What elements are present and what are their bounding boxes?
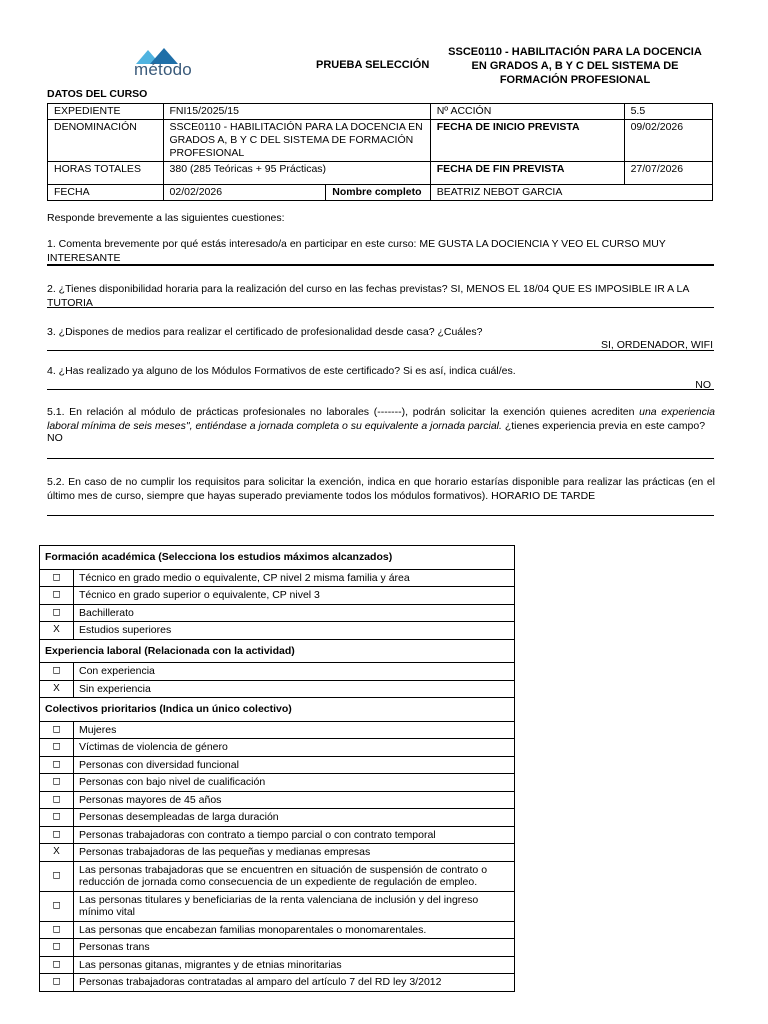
section-label-datos: DATOS DEL CURSO [47, 88, 148, 100]
table-row [40, 756, 515, 774]
table-row [40, 826, 515, 844]
answer-line [47, 515, 714, 516]
option-label: Personas trabajadoras contratadas al amparo del artículo 7 del RD ley 3/2012 [74, 974, 515, 992]
fin-value: 27/07/2026 [624, 162, 712, 185]
checkbox-checked[interactable]: X [40, 622, 74, 640]
table-row [40, 891, 515, 921]
option-label: Las personas que encabezan familias monoparentales o monomarentales. [74, 921, 515, 939]
checkbox[interactable]: ◻ [40, 604, 74, 622]
fecha-label: FECHA [48, 185, 164, 201]
answer-line [47, 458, 714, 459]
option-label: Estudios superiores [74, 622, 515, 640]
table-row [40, 974, 515, 992]
option-label: Sin experiencia [74, 680, 515, 698]
option-label: Personas con bajo nivel de cualificación [74, 774, 515, 792]
option-label: Bachillerato [74, 604, 515, 622]
horas-value: 380 (285 Teóricas + 95 Prácticas) [163, 162, 430, 185]
answer-line [47, 350, 714, 351]
table-row [40, 680, 515, 698]
table-row [40, 587, 515, 605]
checkbox[interactable]: ◻ [40, 791, 74, 809]
table-row [48, 120, 713, 162]
fin-label: FECHA DE FIN PREVISTA [430, 162, 624, 185]
option-label: Las personas trabajadoras que se encuentren en situación de suspensión de contrato o reducción de jornada como consecuencia de un expediente de regulación de empleo. [74, 861, 515, 891]
answer-line [47, 264, 714, 266]
option-label: Técnico en grado medio o equivalente, CP nivel 2 misma familia y área [74, 569, 515, 587]
answer-4: NO [695, 379, 711, 391]
course-title-line: SSCE0110 - HABILITACIÓN PARA LA DOCENCIA [448, 46, 702, 58]
option-label: Personas mayores de 45 años [74, 791, 515, 809]
checkbox[interactable]: ◻ [40, 774, 74, 792]
checkbox[interactable]: ◻ [40, 739, 74, 757]
checkbox[interactable]: ◻ [40, 663, 74, 681]
course-data-table [47, 103, 713, 201]
accion-label: Nº ACCIÓN [430, 104, 624, 120]
question-4: 4. ¿Has realizado ya alguno de los Módulos Formativos de este certificado? Si es así, indica cuál/es. [47, 365, 516, 377]
question-5-2: 5.2. En caso de no cumplir los requisitos para solicitar la exención, indica en que horario estarías disponible para realizar las prácticas (en el último mes de curso, siempre que hayas superado previamente todos los módulos formativos). HORARIO DE TARDE [47, 476, 715, 502]
checkbox[interactable]: ◻ [40, 809, 74, 827]
answer-line [47, 307, 714, 308]
table-row [40, 604, 515, 622]
checkbox[interactable]: ◻ [40, 721, 74, 739]
checkbox[interactable]: ◻ [40, 861, 74, 891]
table-row [40, 774, 515, 792]
section-title-formacion: Formación académica (Selecciona los estudios máximos alcanzados) [40, 546, 515, 570]
question-5-1-question: ¿tienes experiencia previa en este campo? [501, 419, 706, 432]
table-row [40, 939, 515, 957]
course-title-line: EN GRADOS A, B Y C DEL SISTEMA DE [471, 60, 679, 72]
denominacion-value: SSCE0110 - HABILITACIÓN PARA LA DOCENCIA EN GRADOS A, B Y C DEL SISTEMA DE FORMACIÓN PROFESIONAL [163, 120, 430, 162]
table-row [40, 956, 515, 974]
checkbox-checked[interactable]: X [40, 844, 74, 862]
checkbox[interactable]: ◻ [40, 587, 74, 605]
checkbox-checked[interactable]: X [40, 680, 74, 698]
expediente-label: EXPEDIENTE [48, 104, 164, 120]
question-1: 1. Comenta brevemente por qué estás interesado/a en participar en este curso: ME GUSTA LA DOCIENCIA Y VEO EL CURSO MUY INTERESANTE [47, 238, 666, 264]
denominacion-label: DENOMINACIÓN [48, 120, 164, 162]
table-row [48, 185, 713, 201]
option-label: Víctimas de violencia de género [74, 739, 515, 757]
checkbox[interactable]: ◻ [40, 939, 74, 957]
table-row [40, 663, 515, 681]
question-5-1-italic: una experiencia laboral mínima de seis meses", entiéndase a jornada completa o su equivalente a jornada parcial. [47, 406, 715, 432]
section-header-row [40, 639, 515, 663]
questions-intro: Responde brevemente a las siguientes cuestiones: [47, 212, 285, 224]
option-label: Personas con diversidad funcional [74, 756, 515, 774]
section-header-row [40, 698, 515, 722]
option-label: Las personas gitanas, migrantes y de etnias minoritarias [74, 956, 515, 974]
course-title [440, 45, 710, 87]
section-title-colectivos: Colectivos prioritarios (Indica un único colectivo) [40, 698, 515, 722]
question-2: 2. ¿Tienes disponibilidad horaria para la realización del curso en las fechas previstas? SI, MENOS EL 18/04 QUE ES IMPOSIBLE IR A LA TUTORIA [47, 283, 689, 309]
fecha-value: 02/02/2026 [163, 185, 326, 201]
table-row [40, 721, 515, 739]
selection-checklist-table [39, 545, 515, 992]
table-row [40, 739, 515, 757]
checkbox[interactable]: ◻ [40, 921, 74, 939]
checkbox[interactable]: ◻ [40, 756, 74, 774]
option-label: Mujeres [74, 721, 515, 739]
option-label: Personas trabajadoras con contrato a tiempo parcial o con contrato temporal [74, 826, 515, 844]
question-5-1-text: 5.1. En relación al módulo de prácticas profesionales no laborales (-------), podrán solicitar la exención quienes acrediten [47, 406, 640, 418]
option-label: Técnico en grado superior o equivalente, CP nivel 3 [74, 587, 515, 605]
question-3: 3. ¿Dispones de medios para realizar el certificado de profesionalidad desde casa? ¿Cuáles? [47, 326, 483, 338]
inicio-value: 09/02/2026 [624, 120, 712, 162]
checkbox[interactable]: ◻ [40, 826, 74, 844]
table-row [40, 861, 515, 891]
expediente-value: FNI15/2025/15 [163, 104, 430, 120]
nombre-label: Nombre completo [326, 185, 430, 201]
table-row [48, 162, 713, 185]
course-title-line: FORMACIÓN PROFESIONAL [499, 74, 651, 86]
nombre-value: BEATRIZ NEBOT GARCIA [430, 185, 712, 201]
inicio-label: FECHA DE INICIO PREVISTA [430, 120, 624, 162]
option-label: Con experiencia [74, 663, 515, 681]
checkbox[interactable]: ◻ [40, 974, 74, 992]
table-row [40, 569, 515, 587]
section-header-row [40, 546, 515, 570]
option-label: Personas desempleadas de larga duración [74, 809, 515, 827]
option-label: Las personas titulares y beneficiarias de la renta valenciana de inclusión y del ingreso mínimo vital [74, 891, 515, 921]
checkbox[interactable]: ◻ [40, 891, 74, 921]
table-row [40, 921, 515, 939]
table-row [40, 622, 515, 640]
checkbox[interactable]: ◻ [40, 569, 74, 587]
table-row [40, 844, 515, 862]
document-title: PRUEBA SELECCIÓN [316, 59, 430, 71]
question-5-1 [47, 406, 715, 433]
answer-line [47, 389, 714, 390]
table-row [40, 791, 515, 809]
checkbox[interactable]: ◻ [40, 956, 74, 974]
horas-label: HORAS TOTALES [48, 162, 164, 185]
accion-value: 5.5 [624, 104, 712, 120]
answer-5-1: NO [47, 432, 63, 444]
option-label: Personas trans [74, 939, 515, 957]
option-label: Personas trabajadoras de las pequeñas y medianas empresas [74, 844, 515, 862]
section-title-experiencia: Experiencia laboral (Relacionada con la actividad) [40, 639, 515, 663]
answer-3: SI, ORDENADOR, WIFI [600, 339, 713, 351]
table-row [40, 809, 515, 827]
logo-text: método [134, 60, 192, 79]
table-row [48, 104, 713, 120]
